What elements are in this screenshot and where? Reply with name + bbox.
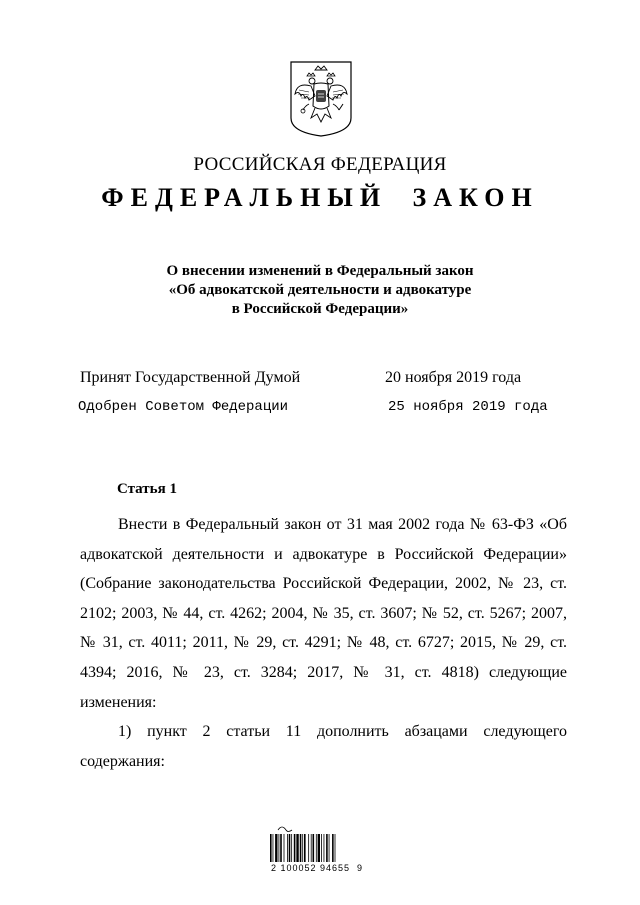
approved-by-council-label: Одобрен Советом Федерации [78,399,289,415]
adopted-date: 20 ноября 2019 года [385,369,522,386]
article-heading: Статья 1 [117,481,177,497]
article-paragraph: Внести в Федеральный закон от 31 мая 2002 года № 63-ФЗ «Об адвокатской деятельности и адвокатуре в Российской Федерации» (Собрание законодательства Российской Федерации, 2002, № 23, ст. 2102; 2003, № 44, ст. 4262; 2004, № 35, ст. 3607; № 52, ст. 5267; 2007, № 31, ст. 4011; 2011, № 29, ст. 4291; № 48, ст. 6727; 2015, № 29, ст. 4394; 2016, № 23, ст. 3284; 2017, № 31, ст. 4818) следующие изменения: [80,516,567,711]
barcode-image [268,822,356,882]
adopted-by-duma-label: Принят Государственной Думой [80,369,301,386]
barcode-number: 2 100052 94655 9 [270,863,364,873]
country-heading: РОССИЙСКАЯ ФЕДЕРАЦИЯ [193,154,447,175]
law-type-heading: ФЕДЕРАЛЬНЫЙ ЗАКОН [101,183,539,212]
coat-of-arms-emblem [289,60,353,138]
article-item: 1) пункт 2 статьи 11 дополнить абзацами следующего содержания: [80,723,567,770]
approved-date: 25 ноября 2019 года [388,399,548,415]
law-title-line: О внесении изменений в Федеральный закон [166,263,474,279]
law-title-line: в Российской Федерации» [231,301,409,317]
article-body [80,510,567,776]
law-title-line: «Об адвокатской деятельности и адвокатуре [168,282,472,298]
law-title [100,262,540,319]
